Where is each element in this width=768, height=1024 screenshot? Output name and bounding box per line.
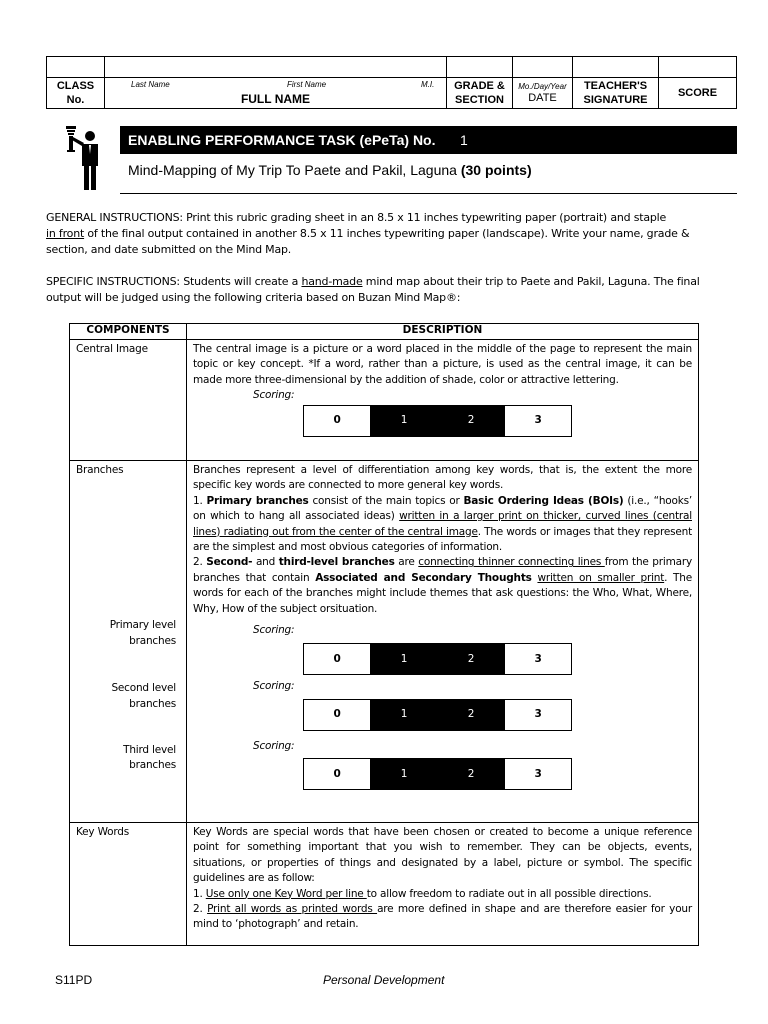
rubric-table — [69, 323, 699, 946]
task-number: 1 — [460, 132, 468, 148]
central-image-description: The central image is a picture or a word placed in the middle of the page to represent the main topic or key concept. *If a word, rather than a picture, is used as the central image, it can be made more three-dimensional by the addition of shade, color or attractive lettering. — [193, 343, 692, 386]
task-banner — [120, 126, 737, 154]
score-0[interactable]: 0 — [304, 699, 371, 730]
title-rule — [120, 193, 737, 194]
key-words-label: Key Words — [70, 823, 187, 946]
teacher-signature-header: TEACHER'S SIGNATURE — [573, 78, 659, 109]
name-blank[interactable] — [105, 57, 447, 78]
central-image-label: Central Image — [70, 340, 187, 461]
description-header: DESCRIPTION — [187, 324, 699, 340]
class-no-blank[interactable] — [47, 57, 105, 78]
student-info-table — [46, 56, 737, 109]
key-words-description: Key Words are special words that have been chosen or created to become a unique reference point for something important that you wish to remember. They can be objects, events, situations, or properties of things and designated by a label, picture or symbol. The specific guidelines are as follow: 1. Use only one Key Word per line to allow freedom to radiate out in all possible directions. 2. Print all words as printed words are more defined in shape and are therefore easier for your mind to ‘photograph’ and retain. — [187, 823, 699, 946]
branches-description: Branches represent a level of differentiation among key words, that is, the extent the more specific key words are connected to more general key words. 1. Primary branches consist of the main topics or Basic Ordering Ideas (BOIs) (i.e., “hooks’ on which to hang all associated ideas) written in a larger print on thicker, curved lines (central lines) radiating out from the center of the central image. The words or images that they represent are the simplest and most obvious categories of information. 2. Second- and third-level branches are connecting thinner connecting lines from the primary branches that contain Associated and Secondary Thoughts written on smaller print. The words for each of the branches might include themes that ask questions: the Who, What, Where, Why, How of the subject orsituation. — [193, 464, 693, 615]
branches-label: Branches — [76, 464, 124, 476]
score-3[interactable]: 3 — [505, 699, 572, 730]
score-1[interactable]: 1 — [371, 699, 438, 730]
score-1[interactable]: 1 — [371, 644, 438, 675]
score-1[interactable]: 1 — [371, 405, 438, 436]
score-0[interactable]: 0 — [304, 644, 371, 675]
score-selector-third[interactable] — [303, 758, 572, 790]
table-row — [70, 823, 699, 946]
score-blank[interactable] — [659, 57, 737, 78]
task-points: (30 points) — [460, 162, 532, 178]
score-3[interactable]: 3 — [505, 759, 572, 790]
class-no-header: CLASS No. — [47, 78, 105, 109]
score-3[interactable]: 3 — [505, 644, 572, 675]
score-2[interactable]: 2 — [438, 405, 505, 436]
scoring-label: Scoring: — [253, 739, 295, 752]
grade-blank[interactable] — [447, 57, 513, 78]
components-header: COMPONENTS — [70, 324, 187, 340]
presenter-icon — [60, 124, 104, 192]
first-name-hint: First Name — [287, 80, 327, 89]
third-level-label: Third level branches — [123, 744, 176, 772]
task-banner-title: ENABLING PERFORMANCE TASK (ePeTa) No. — [128, 132, 436, 148]
scoring-label: Scoring: — [253, 624, 295, 637]
score-2[interactable]: 2 — [438, 699, 505, 730]
last-name-hint: Last Name — [131, 80, 170, 89]
score-selector-second[interactable] — [303, 699, 572, 731]
full-name-header — [105, 78, 447, 109]
score-2[interactable]: 2 — [438, 644, 505, 675]
full-name-label: FULL NAME — [240, 92, 311, 106]
score-2[interactable]: 2 — [438, 759, 505, 790]
date-blank[interactable] — [513, 57, 573, 78]
score-1[interactable]: 1 — [371, 759, 438, 790]
task-title: Mind-Mapping of My Trip To Paete and Pakil, Laguna (30 points) — [128, 162, 532, 178]
table-row — [70, 461, 699, 823]
mi-hint: M.I. — [421, 80, 435, 89]
score-selector-primary[interactable] — [303, 643, 572, 675]
footer-course-code: S11PD — [55, 973, 93, 987]
score-3[interactable]: 3 — [505, 405, 572, 436]
footer-subject: Personal Development — [323, 973, 445, 987]
signature-blank[interactable] — [573, 57, 659, 78]
table-row — [70, 340, 699, 461]
date-header: Mo./Day/Year DATE — [513, 78, 573, 109]
score-selector-central[interactable] — [303, 405, 572, 437]
scoring-label: Scoring: — [253, 389, 295, 402]
score-0[interactable]: 0 — [304, 759, 371, 790]
general-instructions: GENERAL INSTRUCTIONS: Print this rubric grading sheet in an 8.5 x 11 inches typewriting paper (portrait) and staple in front of the final output contained in another 8.5 x 11 inches typewriting paper (landscape). Write your name, grade & section, and date submitted on the Mind Map. — [46, 211, 690, 256]
scoring-label: Scoring: — [253, 680, 295, 693]
score-header: SCORE — [659, 78, 737, 109]
score-0[interactable]: 0 — [304, 405, 371, 436]
grade-section-header: GRADE & SECTION — [447, 78, 513, 109]
specific-instructions: SPECIFIC INSTRUCTIONS: Students will create a hand-made mind map about their trip to Paete and Pakil, Laguna. The final output will be judged using the following criteria based on Buzan Mind Map®: — [46, 275, 700, 304]
primary-level-label: Primary level branches — [109, 619, 176, 647]
second-level-label: Second level branches — [111, 682, 176, 710]
